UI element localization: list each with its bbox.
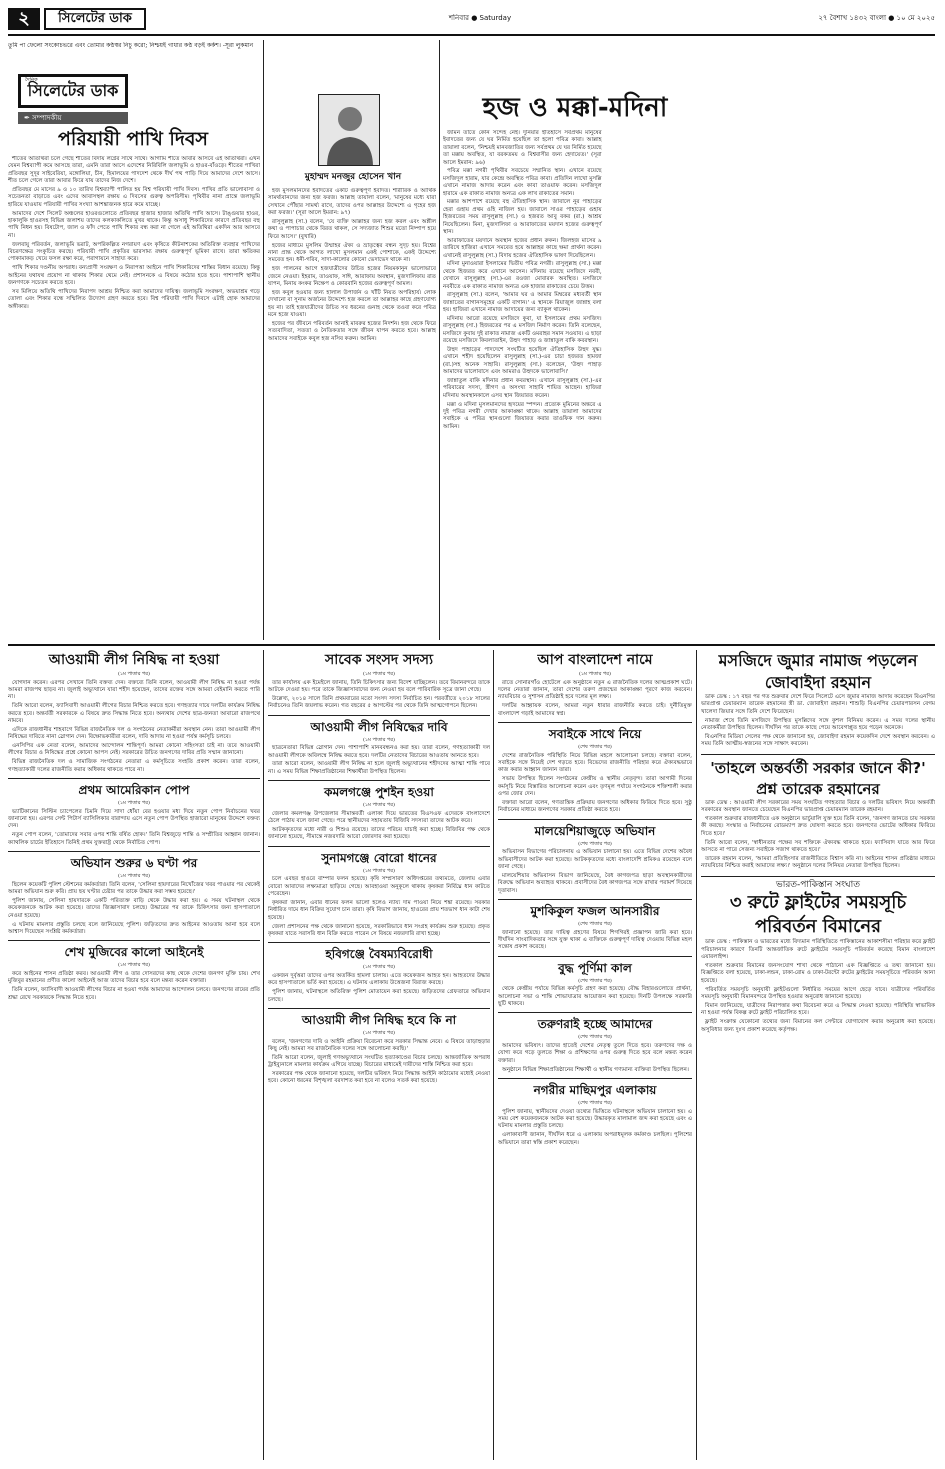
article-continuation: (১ম পাতার পর): [117, 800, 151, 807]
article-rule: [268, 780, 490, 781]
article-paragraph: বক্তারা আরো বলেন, গণতান্ত্রিক প্রক্রিয়ায় জনগণের অধিকার ফিরিয়ে দিতে হবে। সুষ্ঠু নির্বাচনের মাধ্যমে জনগণের সরকার প্রতিষ্ঠা করতে হবে।: [498, 799, 692, 814]
article-paragraph: এনসিপির এক নেতা বলেন, আমাদের আন্দোলন শান্তিপূর্ণ। আমরা কোনো সহিংসতা চাই না। তবে আওয়ামী লীগের বিচার ও নিষিদ্ধের প্রশ্নে কোনো আপস নেই। সরকারের উচিত জনগণের দাবির প্রতি সম্মান জানানো।: [8, 743, 260, 757]
article-paragraph: থেকে কেন্দ্রীয় পর্যায়ে বিভিন্ন কর্মসূচি গ্রহণ করা হয়েছে। বৌদ্ধ বিহারগুলোতে প্রার্থনা, আলোচনা সভা ও শান্তি শোভাযাত্রার আয়োজন করা হয়েছে। দিনটি উপলক্ষে সরকারি ছুটি থাকবে।: [498, 986, 692, 1007]
article-paragraph: যোগদান করেন। এরপর সেখানে তিনি বক্তব্য দেন। বক্তব্যে তিনি বলেন, আওয়ামী লীগ নিষিদ্ধ না হওয়া পর্যন্ত আমরা রাজপথ ছাড়ব না। জুলাই অভ্যুত্থানে যারা শহীদ হয়েছেন, তাদের রক্তের সঙ্গে আমরা বেইমানি করতে পারি না।: [8, 679, 260, 701]
article-rule: [268, 1008, 490, 1009]
article-together: [498, 725, 692, 815]
column-paragraph: হজ কবুল হওয়ার জন্য হালাল উপার্জন ও খাঁটি নিয়ত অপরিহার্য। লোক দেখানো বা সুনাম অর্জনের উদ্দেশ্যে হজ করলে তা আল্লাহর কাছে গ্রহণযোগ্য হয় না। তাই হজযাত্রীদের উচিত সব ধরনের গুনাহ থেকে তওবা করে পবিত্র মনে হজে যাওয়া।: [268, 289, 436, 318]
header-day: শনিবার ● Saturday: [448, 14, 512, 22]
article-paragraph: দেশের রাজনৈতিক পরিস্থিতি নিয়ে বিভিন্ন মহলে আলোচনা চলছে। বক্তারা বলেন, সবাইকে সঙ্গে নিয়েই দেশ গড়তে হবে। বিভেদের রাজনীতি পরিহার করে ঐক্যবদ্ধভাবে কাজ করার আহ্বান জানান তারা।: [498, 752, 692, 774]
article-continuation: (১ম পাতার পর): [362, 736, 396, 743]
column-body: [268, 188, 436, 638]
article-paragraph: পরিবর্তিত সময়সূচি অনুযায়ী ফ্লাইটগুলো নির্ধারিত সময়ের আগে ছেড়ে যাবে। যাত্রীদের পরিবর্তিত সময়সূচি অনুযায়ী বিমানবন্দরে উপস্থিত হওয়ার অনুরোধ জানানো হয়েছে।: [701, 986, 935, 1000]
article-headline: 'তাহলে অন্তর্বর্তী সরকার জানে কী?' প্রশ্ন তারেক রহমানের: [710, 758, 926, 798]
column-author: মুহাম্মদ মনজুর হোসেন খান: [304, 172, 402, 182]
article-paragraph: ভ্যাটিকানের সিস্টিন চ্যাপেলের চিমনি দিয়ে সাদা ধোঁয়া বের হওয়ার মধ্য দিয়ে নতুন পোপ নির্বাচনের খবর জানানো হয়। এরপর সেন্ট পিটার্স ব্যাসিলিকার বারান্দায় এসে নতুন পোপ উপস্থিত হাজারো মানুষের উদ্দেশে বক্তব্য দেন।: [8, 808, 260, 830]
editorial-paragraph: পাখি শিকার দণ্ডনীয় অপরাধ। বন্যপ্রাণী সংরক্ষণ ও নিরাপত্তা আইনে পাখি শিকারিদের শাস্তির বিধান রয়েছে। কিন্তু আইনের যথাযথ প্রয়োগ না থাকায় শিকার থেমে নেই। প্রশাসনকে এ বিষয়ে কঠোর হতে হবে। পাশাপাশি স্থানীয় জনগণকে সচেতন করতে হবে।: [8, 265, 260, 286]
author-photo: [318, 94, 380, 166]
article-headline: সুনামগঞ্জে বোরো ধানের: [321, 850, 437, 865]
article-paragraph: বিভিন্ন রাজনৈতিক দল ও সামাজিক সংগঠনের নেতারা এ কর্মসূচিতে সংহতি প্রকাশ করেন। তারা বলেন, গণহত্যাকারী দলের রাজনীতি করার অধিকার থাকতে পারে না।: [8, 759, 260, 773]
article-paragraph: আমাদের ভবিষ্যৎ। তাদের হাতেই দেশের নেতৃত্ব তুলে দিতে হবে। তরুণদের দক্ষ ও যোগ্য করে গড়ে তুলতে শিক্ষা ও প্রশিক্ষণের ওপর গুরুত্ব দিতে হবে বলে মন্তব্য করেন বক্তারা।: [498, 1042, 692, 1064]
article-continuation: (১ম পাতার পর): [117, 962, 151, 969]
article-tarun: [498, 1015, 692, 1074]
article-paragraph: পুলিশ জানায়, স্থানীয়দের দেওয়া তথ্যের ভিত্তিতে ঘটনাস্থলে অভিযান চালানো হয়। এ সময় বেশ কয়েকজনকে আটক করা হয়েছে। উদ্ধারকৃত মালামাল জব্দ করা হয়েছে এবং এ ঘটনায় মামলার প্রস্তুতি চলছে।: [498, 1108, 692, 1130]
article-paragraph: বিমান জানিয়েছে, যাত্রীদের নিরাপত্তার কথা বিবেচনা করে এ সিদ্ধান্ত নেওয়া হয়েছে। পরিস্থিতি স্বাভাবিক না হওয়া পর্যন্ত বিকল্প রুটে ফ্লাইট পরিচালিত হবে।: [701, 1002, 935, 1017]
article-rule: [498, 956, 692, 957]
article-rule: [498, 819, 692, 820]
article-continuation: (১ম পাতার পর): [362, 671, 396, 677]
article-continuation: (শেষ পাতার পর): [578, 920, 612, 927]
article-continuation: (শেষ পাতার পর): [578, 743, 612, 750]
article-paragraph: মালয়েশিয়ার অভিবাসন বিভাগ জানিয়েছে, বৈধ কাগজপত্র ছাড়া অবস্থানকারীদের বিরুদ্ধে অভিযান অব্যাহত থাকবে। প্রবাসীদের বৈধ কাগজপত্র সঙ্গে রাখার পরামর্শ দিয়েছে দূতাবাস।: [498, 872, 692, 894]
hajj-paragraph: উহুদ পাহাড়ের পাদদেশে সংঘটিত হয়েছিল ঐতিহাসিক উহুদ যুদ্ধ। এখানে শহীদ হয়েছিলেন রাসুলুল্লাহ (সা.)-এর চাচা হজরত হামজা (রা.)সহ অনেক সাহাবি। রাসুলুল্লাহ (সা.) বলেছেন, 'উহুদ পাহাড় আমাদের ভালোবাসে এবং আমরাও উহুদকে ভালোবাসি।': [443, 347, 602, 376]
article-rule: [8, 778, 260, 779]
article-mushkil: [498, 902, 692, 952]
column-paragraph: রাসুলুল্লাহ (সা.) বলেন, 'যে ব্যক্তি আল্লাহর জন্য হজ করল এবং অশ্লীল কথা ও পাপাচার থেকে বিরত থাকল, সে সদ্যজাত শিশুর মতো নিষ্পাপ হয়ে ফিরে আসে।' (বুখারি): [268, 219, 436, 240]
column-paragraph: হজের পর জীবনে পরিবর্তন আনাই মাবরুর হজের নিদর্শন। হজ থেকে ফিরে সত্যবাদিতা, সততা ও নৈতিকতার সঙ্গে জীবন যাপন করতে হবে। আল্লাহ আমাদের সবাইকে কবুল হজ নসিব করুন। আমিন।: [268, 320, 436, 342]
article-headline: হবিগঞ্জে বৈষম্যবিরোধী: [325, 947, 433, 962]
column-paragraph: হজ মুসলমানদের ইবাদতের একটি গুরুত্বপূর্ণ ইবাদত। শারীরিক ও আর্থিক সামর্থ্যবানদের জন্য হজ ফরজ। আল্লাহ তায়ালা বলেন, 'মানুষের মধ্যে যারা সেখানে পৌঁছার সামর্থ্য রাখে, তাদের ওপর আল্লাহর উদ্দেশ্যে এ গৃহের হজ করা ফরজ।' (সূরা আলে ইমরান: ৯৭): [268, 188, 436, 217]
column-divider: [493, 650, 494, 1460]
hajj-paragraph: মদিনা মুনাওয়ারা ইসলামের দ্বিতীয় পবিত্র নগরী। রাসুলুল্লাহ (সা.) মক্কা থেকে হিজরত করে এখানে আসেন। মদিনায় রয়েছে মসজিদে নববী, যেখানে রাসুলুল্লাহ (সা.)-এর রওজা মোবারক অবস্থিত। মসজিদে নববীতে এক রাকাত নামাজ অন্যত্র এক হাজার রাকাতের চেয়ে উত্তম।: [443, 261, 602, 290]
article-headline: মালয়েশিয়াজুড়ে অভিযান: [534, 823, 656, 838]
article-headline: ৩ রুটে ফ্লাইটের সময়সূচি পরিবর্তন বিমানের: [729, 892, 907, 938]
article-paragraph: অভিবাসন বিভাগের পরিচালনায় এ অভিযান চালানো হয়। এতে বিভিন্ন দেশের অবৈধ অভিবাসীদের আটক করা হয়েছে। আটককৃতদের মধ্যে বাংলাদেশি শ্রমিকও রয়েছেন বলে জানা গেছে।: [498, 849, 692, 870]
article-continuation: (১ম পাতার পর): [362, 964, 396, 971]
article-continuation: (১ম পাতার পর): [117, 873, 151, 880]
article-paragraph: তিনি বলেন, ফ্যাসিবাদী আওয়ামী লীগের বিচার না হওয়া পর্যন্ত আমাদের আন্দোলন চলবে। জনগণের রায়ের প্রতি শ্রদ্ধা রেখে সরকারকে সিদ্ধান্ত নিতে হবে।: [8, 987, 260, 1001]
masthead-logo: সিলেটের ডাক: [44, 8, 146, 30]
article-continuation: (শেষ পাতার পর): [578, 1099, 612, 1106]
article-ex-mp: [268, 650, 490, 711]
article-headline: বুদ্ধ পূর্ণিমা কাল: [558, 960, 632, 975]
article-paragraph: ছাত্রনেতারা বিভিন্ন স্লোগান দেন। পাশাপাশি মানববন্ধনও করা হয়। তারা বলেন, গণহত্যাকারী দল আওয়ামী লীগকে অবিলম্বে নিষিদ্ধ করতে হবে। দলটির নেতাদের বিচারের আওতায় আনতে হবে।: [268, 745, 490, 759]
article-paragraph: ডাক ডেস্ক : ১৭ বছর পর গত শুক্রবার দেশে ফিরে সিলেটে এসে জুমার নামাজ আদায় করেছেন বিএনপির ভারপ্রাপ্ত চেয়ারম্যান তারেক রহমানের স্ত্রী ডা. জোবাইদা রহমান। শাশুড়ি বিএনপির চেয়ারপারসন বেগম খালেদা জিয়ার সঙ্গে তিনি দেশে ফিরেছেন।: [701, 694, 935, 715]
column-divider: [439, 40, 440, 640]
article-headline: আওয়ামী লীগ নিষিদ্ধের দাবি: [310, 719, 448, 734]
article-continuation: (শেষ পাতার পর): [578, 977, 612, 984]
lower-column-4: [701, 650, 935, 1460]
editorial-headline: পরিযায়ী পাখি দিবস: [58, 128, 208, 150]
article-headline: নগরীর মাছিমপুর এলাকায়: [533, 1082, 657, 1097]
article-paragraph: ফ্লাইট সংক্রান্ত যেকোনো তথ্যের জন্য বিমানের কল সেন্টারে যোগাযোগ করার অনুরোধ করা হয়েছে। অসুবিধার জন্য দুঃখ প্রকাশ করেছে কর্তৃপক্ষ।: [701, 1019, 935, 1033]
article-continuation: (১ম পাতার পর): [117, 671, 151, 677]
editorial-paragraph: প্রতিবছর মে মাসের ৯ ও ১০ তারিখ বিশ্বব্যাপী পালিত হয় বিশ্ব পরিযায়ী পাখি দিবস। পাখির প্রতি ভালোবাসা ও সচেতনতা বাড়াতে এবং এদের আবাসস্থল রক্ষায় এ দিবসের গুরুত্ব অপরিসীম। পৃথিবীর নানা প্রান্তে জলাভূমি হারিয়ে যাওয়ায় পরিযায়ী পাখির সংখ্যা আশঙ্কাজনক হারে কমে যাচ্ছে।: [8, 187, 260, 208]
article-rule: [268, 846, 490, 847]
article-continuation: (শেষ পাতার পর): [578, 1034, 612, 1041]
article-paragraph: দলটির আহ্বায়ক বলেন, আমরা নতুন ধারার রাজনীতি করতে চাই। দুর্নীতিমুক্ত বাংলাদেশ গড়াই আমাদের স্বপ্ন।: [498, 703, 692, 717]
article-rule: [498, 722, 692, 723]
article-paragraph: এদিকে রাজধানীর শাহবাগে বিভিন্ন রাজনৈতিক দল ও সংগঠনের নেতাকর্মীরা অবস্থান নেন। তারা আওয়ামী লীগ নিষিদ্ধের দাবিতে নানা স্লোগান দেন। বিক্ষোভকারীরা বলেন, দাবি আদায় না হওয়া পর্যন্ত কর্মসূচি চলবে।: [8, 726, 260, 741]
article-rule: [498, 899, 692, 900]
article-awami-question: [268, 1011, 490, 1086]
article-headline: কমলগঞ্জে পুশইন হওয়া: [324, 785, 434, 800]
article-paragraph: বলেন, 'জনগণের দাবি ও আইনি প্রক্রিয়া বিবেচনা করে সরকার সিদ্ধান্ত নেবে। এ বিষয়ে তাড়াহুড়ার কিছু নেই। আমরা সব রাজনৈতিক দলের সঙ্গে আলোচনা করছি।': [268, 1038, 490, 1052]
article-kicker: ভারত-পাকিস্তান সংঘাত: [776, 879, 860, 890]
editorial-logo-text: সিলেটের ডাক: [27, 81, 119, 100]
article-paragraph: এলাকাবাসী জানান, দীর্ঘদিন ধরে এ এলাকায় অপরাধমূলক কর্মকাণ্ড চলছিল। পুলিশের অভিযানে তারা স্বস্তি প্রকাশ করেছেন।: [498, 1132, 692, 1146]
article-headline: আওয়ামী লীগ নিষিদ্ধ হবে কি না: [301, 1012, 457, 1027]
article-paragraph: কৃষকরা জানান, এবার ধানের ফলন ভালো হলেও ন্যায্য দাম পাওয়া নিয়ে শঙ্কা রয়েছে। সরকার নির্ধারিত দামে ধান বিক্রির সুযোগ চান তারা। কৃষি বিভাগ জানায়, হাওরের প্রায় শতভাগ ধান কাটা শেষ হয়েছে।: [268, 900, 490, 921]
column-divider: [263, 40, 264, 640]
article-flight: [701, 880, 935, 1034]
article-paragraph: উল্লেখ্য, ২০১৪ সালে তিনি প্রথমবারের মতো সংসদ সদস্য নির্বাচিত হন। পরবর্তীতে ২০১৮ সালের নির্বাচনেও তিনি জয়লাভ করেন। গত বছরের ৫ আগস্টের পর থেকে তিনি আত্মগোপনে ছিলেন।: [268, 695, 490, 710]
editorial-body: [8, 156, 260, 640]
article-rule: [498, 1012, 692, 1013]
article-rule: [498, 1078, 692, 1079]
article-continuation: (১ম পাতার পর): [362, 802, 396, 809]
article-paragraph: রাতে সোনারগাঁও হোটেলে এক অনুষ্ঠানে নতুন এ রাজনৈতিক দলের আত্মপ্রকাশ ঘটে। দলের নেতারা জানান, তারা দেশের তরুণ প্রজন্মের আকাঙ্ক্ষা পূরণে কাজ করবেন। ন্যায়বিচার ও সুশাসন প্রতিষ্ঠাই হবে দলের মূল লক্ষ্য।: [498, 679, 692, 701]
article-rule: [268, 715, 490, 716]
article-aap: [498, 650, 692, 718]
hajj-paragraph: মক্কা ও মদিনা মুসলমানদের হৃদয়ের স্পন্দন। প্রত্যেক মুমিনের অন্তরে এ দুই পবিত্র নগরী দেখার আকাঙ্ক্ষা থাকে। আল্লাহ তায়ালা আমাদের সবাইকে এ পবিত্র স্থানগুলো জিয়ারত করার তাওফিক দান করুন। আমিন।: [443, 401, 602, 430]
header-date: ২৭ বৈশাখ ১৪৩২ বাংলা ● ১০ মে ২০২৫: [818, 14, 935, 22]
article-paragraph: পুলিশ জানায়, ঘটনাস্থলে অতিরিক্ত পুলিশ মোতায়েন করা হয়েছে। জড়িতদের গ্রেফতারে অভিযান চলছে।: [268, 989, 490, 1003]
article-paragraph: তার কার্যালয় এক ইমেইলে জানায়, তিনি চিকিৎসার জন্য বিদেশ যাচ্ছিলেন। তবে বিমানবন্দরে তাকে আটকে দেওয়া হয়। পরে তাকে জিজ্ঞাসাবাদের জন্য নেওয়া হয় বলে পারিবারিক সূত্রে জানা গেছে।: [268, 679, 490, 693]
article-headline: আপ বাংলাদেশ নামে: [537, 652, 653, 668]
editorial-quote: তুমি পা ফেলো সংকোচভরে এবং তোমার কণ্ঠস্বর নিচু করো; নিশ্চয়ই গাধার কণ্ঠ বড়ই কর্কশ। -সূরা লুকমান: [8, 42, 254, 49]
article-continuation: (১ম পাতার পর): [362, 1029, 396, 1036]
article-paragraph: পুলিশ জানায়, সেলিনা হায়দারকে একটি পরিত্যক্ত বাড়ি থেকে উদ্ধার করা হয়। এ সময় ঘটনাস্থল থেকে কয়েকজনকে আটক করা হয়েছে। তাদের জিজ্ঞাসাবাদ চলছে। উদ্ধারের পর তাকে চিকিৎসার জন্য হাসপাতালে নেওয়া হয়েছে।: [8, 897, 260, 919]
article-paragraph: আটককৃতদের মধ্যে নারী ও শিশুও রয়েছে। তাদের পরিচয় যাচাই করা হচ্ছে। বিজিবির পক্ষ থেকে জানানো হয়েছে, সীমান্তে নজরদারি আরো জোরদার করা হয়েছে।: [268, 827, 490, 841]
article-paragraph: তিনি আরো বলেন, 'স্বাধীনতার পক্ষের সব শক্তিকে ঐক্যবদ্ধ থাকতে হবে। ফ্যাসিবাদ যাতে আর ফিরে আসতে না পারে সেজন্য সবাইকে সজাগ থাকতে হবে।': [701, 839, 935, 853]
article-awami-ban: [8, 650, 260, 774]
article-headline: মুশকিকুল ফজল আনসারীর: [530, 903, 660, 918]
article-buddha: [498, 959, 692, 1009]
article-paragraph: নতুন পোপ বলেন, 'তোমাদের সবার ওপর শান্তি বর্ষিত হোক।' তিনি বিশ্বজুড়ে শান্তি ও সম্প্রীতির আহ্বান জানান। ক্যাথলিক চার্চের ইতিহাসে তিনিই প্রথম যুক্তরাষ্ট্র থেকে নির্বাচিত পোপ।: [8, 832, 260, 846]
column-paragraph: হজ পালনের আগে হজযাত্রীদের উচিত হজের নিয়মকানুন ভালোভাবে জেনে নেওয়া। ইহরাম, তাওয়াফ, সাঈ, আরাফায় অবস্থান, মুজদালিফায় রাত যাপন, মিনায় কংকর নিক্ষেপ ও কোরবানি হজের গুরুত্বপূর্ণ আমল।: [268, 266, 436, 287]
article-headline: প্রথম আমেরিকান পোপ: [78, 783, 190, 798]
hajj-paragraph: জমিন তাতে কোন সন্দেহ নেই। দুনিয়ার ইতিহাসে সর্বপ্রথম মানুষের ইবাদতের জন্য যে ঘর নির্মিত হয়েছিল তা হলো পবিত্র কাবা। আল্লাহ তায়ালা বলেন, 'নিশ্চয়ই মানবজাতির জন্য সর্বপ্রথম যে ঘর নির্মিত হয়েছে তা মক্কায় অবস্থিত, যা বরকতময় ও বিশ্ববাসীর জন্য হেদায়েত।' (সূরা আলে ইমরান: ৯৬): [443, 130, 602, 166]
article-malaysia: [498, 822, 692, 895]
article-headline: তরুণরাই হচ্ছে আমাদের: [537, 1017, 653, 1032]
editorial-paragraph: আমাদের দেশে সিলেট অঞ্চলের হাওরগুলোতে প্রতিবছর হাজার হাজার অতিথি পাখি আসে। টাঙ্গুয়ার হাওর, হাকালুকি হাওরসহ বিভিন্ন জলাশয় তাদের কলকাকলিতে মুখর থাকে। কিন্তু অসাধু শিকারিদের কারণে প্রতিবছর বহু পাখি নিধন হয়। বিষটোপ, জাল ও ফাঁদ পেতে পাখি শিকার বন্ধ করা না গেলে এই অতিথিরা একদিন আর আসবে না।: [8, 210, 260, 239]
article-paragraph: ডাক ডেস্ক : পাকিস্তান ও ভারতের মধ্যে বিদ্যমান পরিস্থিতিতে পাকিস্তানের আকাশসীমা পরিহার করে ফ্লাইট পরিচালনার কারণে তিনটি আন্তর্জাতিক রুটে ফ্লাইটের সময়সূচি পরিবর্তন করেছে বিমান বাংলাদেশ এয়ারলাইন্স।: [701, 939, 935, 961]
hajj-paragraph: আরাফাতের ময়দানে অবস্থান হজের প্রধান রুকন। জিলহজ মাসের ৯ তারিখে হাজিরা এখানে সমবেত হয়ে আল্লাহর কাছে ক্ষমা প্রার্থনা করেন। এখানেই রাসুলুল্লাহ (সা.) বিদায় হজের ঐতিহাসিক ভাষণ দিয়েছিলেন।: [443, 237, 602, 259]
article-paragraph: গতকাল শুক্রবার বিমানের জনসংযোগ শাখা থেকে পাঠানো এক বিজ্ঞপ্তিতে এ তথ্য জানানো হয়। বিজ্ঞপ্তিতে বলা হয়েছে, ঢাকা-লন্ডন, ঢাকা-রোম ও ঢাকা-টরন্টো রুটের ফ্লাইটের সময়সূচিতে পরিবর্তন আনা হয়েছে।: [701, 963, 935, 984]
article-rule: [268, 942, 490, 943]
header-rule: [8, 34, 935, 36]
article-tarek: [701, 758, 935, 871]
hajj-paragraph: রাসুলুল্লাহ (সা.) বলেন, 'আমার ঘর ও আমার মিম্বরের মধ্যবর্তী স্থান জান্নাতের বাগানসমূহের একটি বাগান।' এ স্থানকে রিয়াজুল জান্নাহ বলা হয়। হাজিরা এখানে নামাজ আদায়ের জন্য ব্যাকুল থাকেন।: [443, 292, 602, 314]
article-paragraph: একজন দুর্বৃত্তরা তাদের ওপর অতর্কিত হামলা চালায়। এতে কয়েকজন আহত হন। আহতদের উদ্ধার করে হাসপাতালে ভর্তি করা হয়েছে। এ ঘটনায় এলাকায় উত্তেজনা বিরাজ করছে।: [268, 972, 490, 987]
article-habiganj: [268, 945, 490, 1004]
article-nagar: [498, 1081, 692, 1147]
editorial-logo-small: দৈনিক: [25, 77, 38, 83]
article-continuation: (শেষ পাতার পর): [578, 840, 612, 847]
article-paragraph: তিনি আরো বলেন, ফ্যাসিবাদী আওয়ামী লীগের বিচার নিশ্চিত করতে হবে। গণহত্যার দায়ে দলটির কার্যক্রম নিষিদ্ধ করতে হবে। অন্তর্বর্তী সরকারকে এ বিষয়ে দ্রুত সিদ্ধান্ত নিতে হবে। অন্যথায় দেশের ছাত্র-জনতা আবারো রাজপথে নামবে।: [8, 703, 260, 724]
article-headline: সাবেক সংসদ সদস্য: [324, 652, 434, 668]
article-paragraph: তিনি আরো বলেন, জুলাই গণঅভ্যুত্থানে সংঘটিত হত্যাকাণ্ডের বিচার চলছে। আন্তর্জাতিক অপরাধ ট্রাইব্যুনালে মামলার কার্যক্রম এগিয়ে যাচ্ছে। বিচারের মাধ্যমেই দায়ীদের শাস্তি নিশ্চিত করা হবে।: [268, 1054, 490, 1069]
article-rule: [8, 851, 260, 852]
editorial-paragraph: জলবায়ু পরিবর্তন, জলাভূমি ভরাট, অপরিকল্পিত নগরায়ণ এবং কৃষিতে কীটনাশকের অতিরিক্ত ব্যবহার পাখিদের বিচরণক্ষেত্র সংকুচিত করছে। পরিযায়ী পাখি প্রকৃতির ভারসাম্য রক্ষায় গুরুত্বপূর্ণ ভূমিকা রাখে। তারা ক্ষতিকর পোকামাকড় খেয়ে ফসল রক্ষা করে, পরাগায়নে সাহায্য করে।: [8, 241, 260, 263]
article-paragraph: সরকারের পক্ষ থেকে জানানো হয়েছে, দলটির ভবিষ্যৎ নিয়ে সিদ্ধান্ত আইনি কাঠামোর মধ্যেই নেওয়া হবে। কোনো ধরনের বিশৃঙ্খলা বরদাশত করা হবে না বলেও সতর্ক করা হয়েছে।: [268, 1071, 490, 1085]
article-mosque: [701, 650, 935, 749]
article-paragraph: বিএনপির মিডিয়া সেলের পক্ষ থেকে জানানো হয়, জোবাইদা রহমান কয়েকদিন দেশে অবস্থান করবেন। এ সময় তিনি আত্মীয়-স্বজনের সঙ্গে সাক্ষাৎ করবেন।: [701, 733, 935, 748]
article-paragraph: জানানো হয়েছে। তার দায়িত্ব গ্রহণের বিষয়ে শিগগিরই প্রজ্ঞাপন জারি করা হবে। দীর্ঘদিন সাংবাদিকতার সঙ্গে যুক্ত থাকা এ ব্যক্তিকে গুরুত্বপূর্ণ দায়িত্ব দেওয়ায় বিভিন্ন মহল সন্তোষ প্রকাশ করেছে।: [498, 929, 692, 951]
article-continuation: (১ম পাতার পর): [578, 671, 612, 677]
article-rule: [701, 876, 935, 877]
article-rule: [701, 754, 935, 755]
article-paragraph: অনুষ্ঠানে বিভিন্ন শিক্ষাপ্রতিষ্ঠানের শিক্ষার্থী ও স্থানীয় গণ্যমান্য ব্যক্তিরা উপস্থিত ছিলেন।: [502, 1066, 689, 1073]
hajj-paragraph: মক্কার আশপাশে রয়েছে বহু ঐতিহাসিক স্থান। জাবালে নুর পাহাড়ের হেরা গুহায় প্রথম ওহি নাজিল হয়। জাবালে সাওর পাহাড়ের গুহায় হিজরতের সময় রাসুলুল্লাহ (সা.) ও হজরত আবু বকর (রা.) আশ্রয় নিয়েছিলেন। মিনা, মুজদালিফা ও আরাফাতের ময়দান হজের গুরুত্বপূর্ণ স্থান।: [443, 199, 602, 235]
article-headline: আওয়ামী লীগ নিষিদ্ধ না হওয়া: [48, 652, 220, 668]
article-sunamganj: [268, 849, 490, 939]
hajj-headline: হজ ও মক্কা-মদিনা: [482, 93, 668, 123]
lower-column-2: [268, 650, 490, 1460]
person-silhouette-icon: [319, 95, 380, 166]
article-ban-demand: [268, 718, 490, 777]
article-pope: [8, 781, 260, 847]
column-paragraph: হজের মাধ্যমে মুসলিম উম্মাহর ঐক্য ও ভ্রাতৃত্বের বন্ধন সুদৃঢ় হয়। বিশ্বের নানা প্রান্ত থেকে আগত লাখো মুসলমান একই পোশাকে, একই উদ্দেশ্যে সমবেত হন। ধনী-গরিব, সাদা-কালোর কোনো ভেদাভেদ থাকে না।: [268, 242, 436, 264]
hajj-paragraph: জান্নাতুল বাকি মদিনার প্রধান কবরস্থান। এখানে রাসুলুল্লাহ (সা.)-এর পরিবারের সদস্য, স্ত্রীগণ ও অসংখ্য সাহাবি শায়িত আছেন। হাজিরা মদিনায় অবস্থানকালে এসব স্থান জিয়ারত করেন।: [443, 378, 602, 399]
article-continuation: (১ম পাতার পর): [362, 867, 396, 874]
lower-column-3: [498, 650, 692, 1460]
article-paragraph: জেলার কমলগঞ্জ উপজেলার সীমান্তবর্তী এলাকা দিয়ে ভারতের বিএসএফ এদেরকে বাংলাদেশে ঠেলে পাঠায় বলে জানা গেছে। পরে স্থানীয়দের সহায়তায় বিজিবি সদস্যরা তাদের আটক করে।: [268, 810, 490, 825]
hajj-paragraph: পবিত্র মক্কা নগরী পৃথিবীর সবচেয়ে সম্মানিত স্থান। এখানে রয়েছে মসজিদুল হারাম, যার কেন্দ্রে অবস্থিত পবিত্র কাবা। প্রতিদিন লাখো মুসল্লি এখানে নামাজ আদায় করেন এবং কাবা তাওয়াফ করেন। মসজিদুল হারামে এক রাকাত নামাজ অন্যত্র এক লাখ রাকাতের সমান।: [443, 168, 602, 197]
column-divider: [263, 650, 264, 1460]
article-rule: [8, 940, 260, 941]
editorial-section-label: ✒ সম্পাদকীয়: [18, 112, 128, 124]
article-paragraph: ছিলেন কয়েকটি পুলিশ স্টেশনের কর্মকর্তারা। তিনি বলেন, 'সেলিনা হায়দারের নিখোঁজের খবর পাওয়ার পর থেকেই আমরা অভিযান শুরু করি। প্রায় ছয় ঘণ্টার চেষ্টার পর তাকে উদ্ধার করা সম্ভব হয়েছে।': [8, 881, 260, 896]
editorial-paragraph: সব মিলিয়ে অতিথি পাখিদের নিরাপদ আশ্রয় নিশ্চিত করা আমাদের দায়িত্ব। জলাভূমি সংরক্ষণ, অভয়াশ্রম গড়ে তোলা এবং শিকার বন্ধে সম্মিলিত উদ্যোগ গ্রহণ করতে হবে। বিশ্ব পরিযায়ী পাখি দিবসে এটাই হোক আমাদের অঙ্গীকার।: [8, 288, 260, 310]
article-headline: মসজিদে জুমার নামাজ পড়লেন জোবাইদা রহমান: [718, 651, 918, 692]
article-paragraph: নামাজ শেষে তিনি মসজিদে উপস্থিত মুসল্লিদের সঙ্গে কুশল বিনিময় করেন। এ সময় দলের স্থানীয় নেতাকর্মীরা উপস্থিত ছিলেন। দীর্ঘদিন পর তাকে কাছে পেয়ে আবেগাপ্লুত হয়ে পড়েন অনেকে।: [701, 717, 935, 731]
article-paragraph: করে আইনের শাসন প্রতিষ্ঠা করব। আওয়ামী লীগ ও তার দোসরদের কাছ থেকে দেশের জনগণ মুক্তি চায়। শেখ মুজিবুর রহমানের প্রণীত কালো আইনেই আজ তাদের বিচার হবে বলে মন্তব্য করেন বক্তারা।: [8, 970, 260, 985]
article-paragraph: তারেক রহমান বলেন, 'আমরা প্রতিহিংসার রাজনীতিতে বিশ্বাস করি না। আইনের শাসন প্রতিষ্ঠার মাধ্যমে ন্যায়বিচার নিশ্চিত করাই আমাদের লক্ষ্য।' অনুষ্ঠানে দলের সিনিয়র নেতারা উপস্থিত ছিলেন।: [701, 855, 935, 870]
article-kamalganj: [268, 783, 490, 842]
column-divider: [696, 650, 697, 1460]
article-headline: সবাইকে সাথে নিয়ে: [548, 726, 642, 741]
article-paragraph: চলে এবছর হাওরে বাম্পার ফলন হয়েছে। কৃষি সম্প্রসারণ অধিদপ্তরের তথ্যমতে, জেলায় এবার বোরো আবাদের লক্ষ্যমাত্রা ছাড়িয়ে গেছে। আবহাওয়া অনুকূলে থাকায় কৃষকরা নির্বিঘ্নে ধান কাটতে পেরেছেন।: [268, 876, 490, 898]
article-paragraph: এ ঘটনায় মামলার প্রস্তুতি চলছে বলে জানিয়েছে পুলিশ। জড়িতদের দ্রুত আইনের আওতায় আনা হবে বলে আশ্বাস দিয়েছেন সংশ্লিষ্ট কর্মকর্তারা।: [8, 921, 260, 935]
lower-column-1: [8, 650, 260, 1460]
hajj-body: [443, 130, 935, 640]
article-paragraph: গতকাল শুক্রবার রাজধানীতে এক অনুষ্ঠানে ভার্চুয়ালি যুক্ত হয়ে তিনি বলেন, 'জনগণ জানতে চায় সরকার কী করছে। সংস্কার ও নির্বাচনের রোডম্যাপ দ্রুত ঘোষণা করতে হবে। জনগণের ভোটের অধিকার ফিরিয়ে দিতে হবে।': [701, 815, 935, 837]
article-operation: [8, 854, 260, 936]
page-number: ২: [8, 8, 40, 30]
article-paragraph: জেলা প্রশাসনের পক্ষ থেকে জানানো হয়েছে, সরকারিভাবে ধান সংগ্রহ কার্যক্রম শুরু হয়েছে। প্রকৃত কৃষকরা যাতে সরাসরি ধান বিক্রি করতে পারেন সে বিষয়ে নজরদারি রাখা হচ্ছে।: [268, 923, 490, 937]
article-headline: শেখ মুজিবের কালো আইনেই: [64, 945, 204, 960]
editorial-paragraph: শীতের অতিথিরা চলে গেছে শীতের বিদায় লগ্নের সাথে সাথে। আগামি শীতে আবার আসবে এই অতিথিরা। এখন যেমন বিশ্বব্যাপী কমে আসছে তারা, এমনি তারা আসে এদেশের নিরিবিলি জলাভূমি ও হাওর-বাঁওড়ে। শীতের পাখিরা প্রতিবছর সুদূর সাইবেরিয়া, মঙ্গোলিয়া, চীন, হিমালয়ের পাদদেশ থেকে দীর্ঘ পথ পাড়ি দিয়ে আমাদের দেশে আসে। শীত চলে গেলে তারা আবার ফিরে যায় তাদের নিজ দেশে।: [8, 156, 260, 185]
section-rule: [8, 644, 935, 646]
article-mujib: [8, 943, 260, 1002]
article-paragraph: সভায় উপস্থিত ছিলেন সংগঠনের কেন্দ্রীয় ও স্থানীয় নেতৃবৃন্দ। তারা আগামী দিনের কর্মসূচি নিয়ে বিস্তারিত আলোচনা করেন এবং তৃণমূল পর্যায়ে সংগঠনকে শক্তিশালী করার ওপর জোর দেন।: [498, 776, 692, 797]
article-paragraph: তারা আরো বলেন, আওয়ামী লীগ নিষিদ্ধ না হলে জুলাই অভ্যুত্থানের শহীদদের আত্মা শান্তি পাবে না। এ সময় বিভিন্ন শিক্ষাপ্রতিষ্ঠানের শিক্ষার্থীরা উপস্থিত ছিলেন।: [268, 761, 490, 775]
hajj-paragraph: মদিনায় আরো রয়েছে মসজিদে কুবা, যা ইসলামের প্রথম মসজিদ। রাসুলুল্লাহ (সা.) হিজরতের পর এ মসজিদ নির্মাণ করেন। তিনি বলেছেন, মসজিদে কুবায় দুই রাকাত নামাজ একটি ওমরাহর সমান সওয়াব। এ ছাড়া রয়েছে মসজিদে কিবলাতাইন, উহুদ পাহাড় ও জান্নাতুল বাকি কবরস্থান।: [443, 316, 602, 345]
article-headline: অভিযান শুরুর ৬ ঘণ্টা পর: [70, 856, 198, 871]
editorial-logo: [18, 74, 128, 108]
article-paragraph: ডাক ডেস্ক : আওয়ামী লীগ সরকারের সময় সংঘটিত গণহত্যার বিচার ও দলটির ভবিষ্যৎ নিয়ে অন্তর্বর্তী সরকারের অবস্থান জানতে চেয়েছেন বিএনপির ভারপ্রাপ্ত চেয়ারম্যান তারেক রহমান।: [701, 799, 935, 813]
